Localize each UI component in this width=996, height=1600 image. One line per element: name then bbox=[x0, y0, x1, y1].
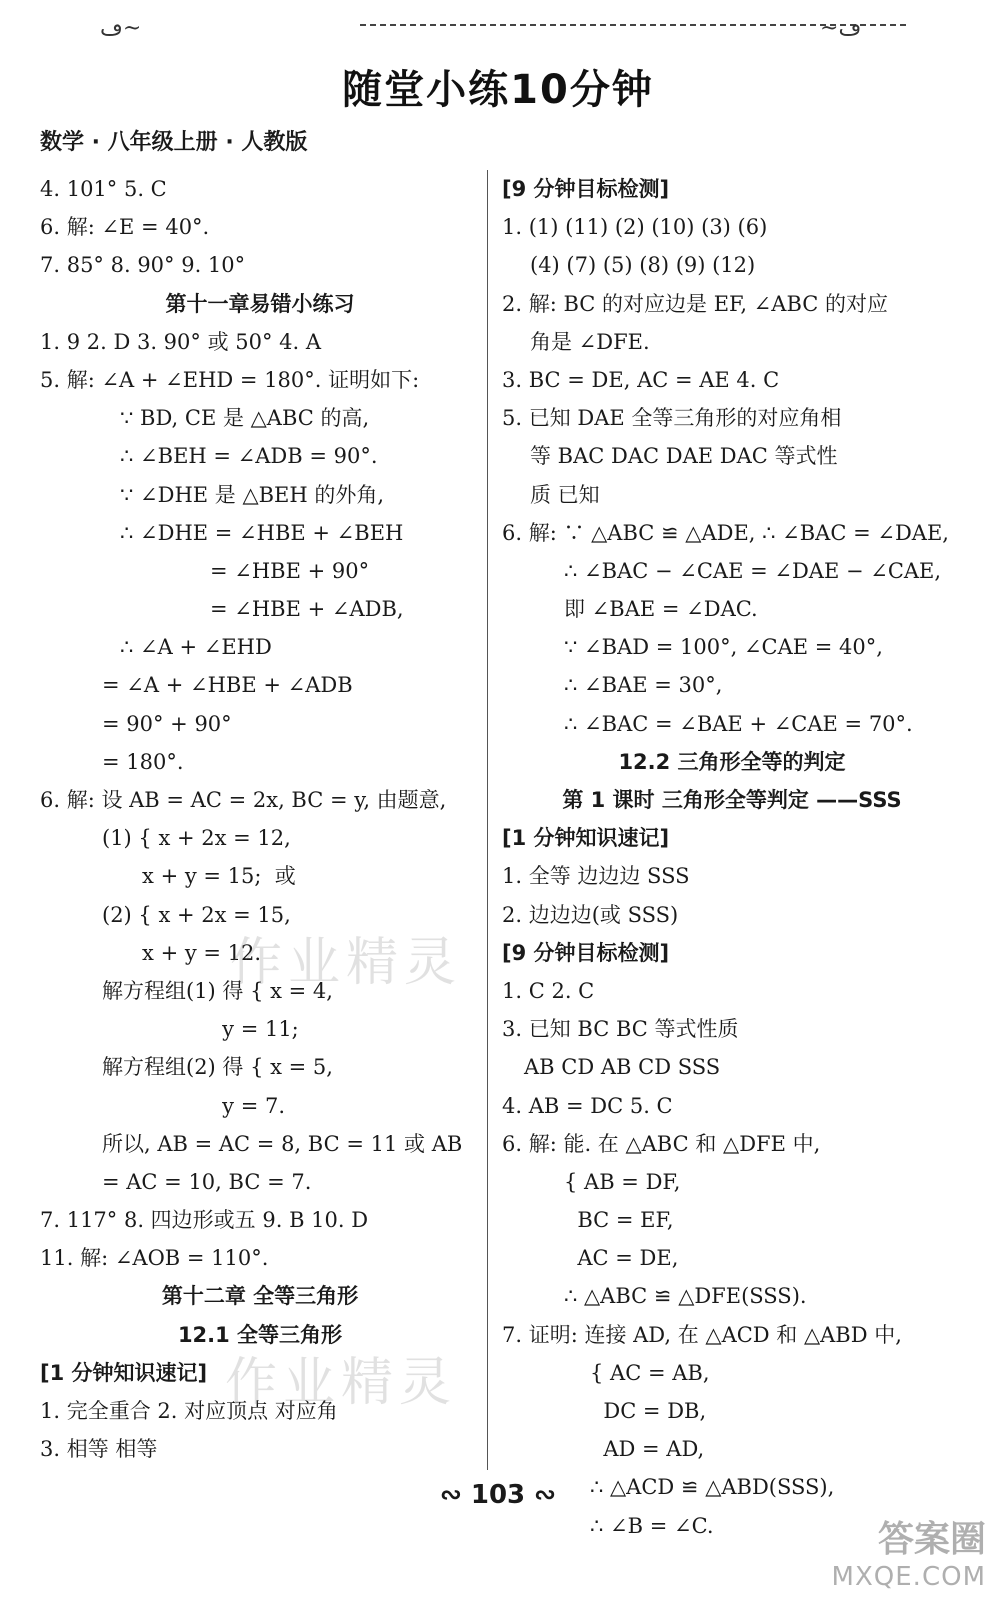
page-title: 随堂小练10分钟 bbox=[342, 67, 654, 113]
text-line: 3. 已知 BC BC 等式性质 bbox=[502, 1017, 739, 1042]
corner-logo bbox=[832, 1511, 986, 1592]
right-column bbox=[502, 170, 962, 1545]
text-line: 1. 完全重合 2. 对应顶点 对应角 bbox=[40, 1399, 338, 1423]
lesson-heading: 第 1 课时 三角形全等判定 ——SSS bbox=[562, 788, 902, 812]
text-line: 7. 117° 8. 四边形或五 9. B 10. D bbox=[40, 1208, 369, 1233]
text-line: AD = AD, bbox=[590, 1437, 705, 1462]
text-line: = ∠HBE + ∠ADB, bbox=[210, 597, 404, 622]
text-line: x + y = 15; 或 bbox=[102, 864, 296, 889]
page-number: ∾ 103 ∾ bbox=[440, 1480, 556, 1510]
text-line: = ∠A + ∠HBE + ∠ADB bbox=[102, 673, 353, 698]
text-line: 3. BC = DE, AC = AE 4. C bbox=[502, 367, 780, 392]
text-line: 6. 解: 能. 在 △ABC 和 △DFE 中, bbox=[502, 1131, 821, 1156]
text-line: (1) { x + 2x = 12, bbox=[102, 826, 291, 851]
subsection-heading: [1 分钟知识速记] bbox=[502, 826, 670, 851]
text-line: 质 已知 bbox=[530, 482, 600, 507]
watermark: 作业精灵 bbox=[230, 933, 463, 993]
text-line: 4. 101° 5. C bbox=[40, 177, 167, 201]
text-line: 1. (1) (11) (2) (10) (3) (6) bbox=[502, 215, 768, 240]
text-line: AB CD AB CD SSS bbox=[524, 1055, 721, 1080]
text-line: ∵ ∠DHE 是 △BEH 的外角, bbox=[120, 482, 385, 507]
text-line: ∵ BD, CE 是 △ABC 的高, bbox=[120, 406, 370, 431]
text-line: ∴ ∠BEH = ∠ADB = 90°. bbox=[120, 444, 378, 469]
text-line: = AC = 10, BC = 7. bbox=[102, 1169, 312, 1194]
subsection-heading: [9 分钟目标检测] bbox=[502, 177, 670, 201]
text-line: ∴ ∠B = ∠C. bbox=[590, 1513, 714, 1538]
section-heading: 12.2 三角形全等的判定 bbox=[618, 749, 846, 774]
text-line: 即 ∠BAE = ∠DAC. bbox=[564, 597, 758, 622]
text-line: ∴ ∠A + ∠EHD bbox=[120, 635, 272, 660]
text-line: 1. C 2. C bbox=[502, 978, 595, 1003]
text-line: 7. 85° 8. 90° 9. 10° bbox=[40, 253, 246, 278]
corner-logo-url: MXQE.COM bbox=[831, 1562, 986, 1592]
column-divider bbox=[487, 170, 488, 1470]
text-line: 6. 解: ∵ △ABC ≌ △ADE, ∴ ∠BAC = ∠DAE, bbox=[502, 520, 949, 545]
text-line: 3. 相等 相等 bbox=[40, 1437, 158, 1462]
chapter-heading: 第十二章 全等三角形 bbox=[161, 1284, 359, 1309]
text-line: DC = DB, bbox=[590, 1399, 707, 1423]
text-line: ∴ ∠DHE = ∠HBE + ∠BEH bbox=[120, 520, 404, 545]
top-decor-left: ڡ~ bbox=[100, 16, 142, 41]
top-decor-right: ~ڡ bbox=[820, 16, 862, 41]
text-line: 11. 解: ∠AOB = 110°. bbox=[40, 1246, 269, 1271]
text-line: 解方程组(1) 得 { x = 4, bbox=[102, 978, 333, 1003]
text-line: 7. 证明: 连接 AD, 在 △ACD 和 △ABD 中, bbox=[502, 1322, 902, 1347]
text-line: AC = DE, bbox=[564, 1246, 679, 1271]
text-line: ∴ ∠BAC − ∠CAE = ∠DAE − ∠CAE, bbox=[564, 558, 942, 583]
text-line: ∵ ∠BAD = 100°, ∠CAE = 40°, bbox=[564, 635, 883, 660]
text-line: ∴ ∠BAE = 30°, bbox=[564, 673, 723, 698]
text-line: 5. 解: ∠A + ∠EHD = 180°. 证明如下: bbox=[40, 367, 420, 392]
text-line: (2) { x + 2x = 15, bbox=[102, 902, 291, 927]
corner-logo-text: 答案圈 bbox=[877, 1519, 986, 1560]
subsection-heading: [9 分钟目标检测] bbox=[502, 940, 670, 965]
text-line: 1. 9 2. D 3. 90° 或 50° 4. A bbox=[40, 329, 322, 354]
text-line: = ∠HBE + 90° bbox=[210, 558, 370, 583]
text-line: ∴ ∠BAC = ∠BAE + ∠CAE = 70°. bbox=[564, 711, 913, 736]
text-line: 等 BAC DAC DAE DAC 等式性 bbox=[530, 444, 838, 469]
section-heading: 12.1 全等三角形 bbox=[177, 1322, 343, 1347]
text-line: y = 11; bbox=[102, 1017, 299, 1042]
text-line: 2. 解: BC 的对应边是 EF, ∠ABC 的对应 bbox=[502, 291, 889, 316]
left-column bbox=[40, 170, 480, 1468]
text-line: 角是 ∠DFE. bbox=[530, 329, 650, 354]
text-line: { AB = DF, bbox=[564, 1169, 681, 1194]
subject-label: 数学 · 八年级上册 · 人教版 bbox=[40, 130, 308, 155]
text-line: y = 7. bbox=[102, 1093, 286, 1118]
text-line: { AC = AB, bbox=[590, 1360, 710, 1385]
text-line: ∴ △ACD ≌ △ABD(SSS), bbox=[590, 1475, 835, 1500]
text-line: = 90° + 90° bbox=[102, 711, 232, 736]
text-line: 6. 解: 设 AB = AC = 2x, BC = y, 由题意, bbox=[40, 788, 447, 812]
text-line: BC = EF, bbox=[564, 1208, 674, 1233]
subsection-heading: [1 分钟知识速记] bbox=[40, 1360, 208, 1385]
text-line: 2. 边边边(或 SSS) bbox=[502, 902, 679, 927]
text-line: 5. 已知 DAE 全等三角形的对应角相 bbox=[502, 406, 842, 431]
text-line: x + y = 12. bbox=[102, 940, 262, 965]
text-line: (4) (7) (5) (8) (9) (12) bbox=[530, 253, 756, 278]
text-line: 4. AB = DC 5. C bbox=[502, 1093, 673, 1118]
text-line: ∴ △ABC ≌ △DFE(SSS). bbox=[564, 1284, 807, 1309]
text-line: 6. 解: ∠E = 40°. bbox=[40, 215, 210, 240]
section-heading: 第十一章易错小练习 bbox=[165, 291, 355, 316]
text-line: = 180°. bbox=[102, 749, 184, 774]
text-line: 所以, AB = AC = 8, BC = 11 或 AB bbox=[102, 1131, 463, 1156]
text-line: 解方程组(2) 得 { x = 5, bbox=[102, 1055, 333, 1080]
watermark: 作业精灵 bbox=[225, 1353, 458, 1413]
text-line: 1. 全等 边边边 SSS bbox=[502, 864, 690, 889]
